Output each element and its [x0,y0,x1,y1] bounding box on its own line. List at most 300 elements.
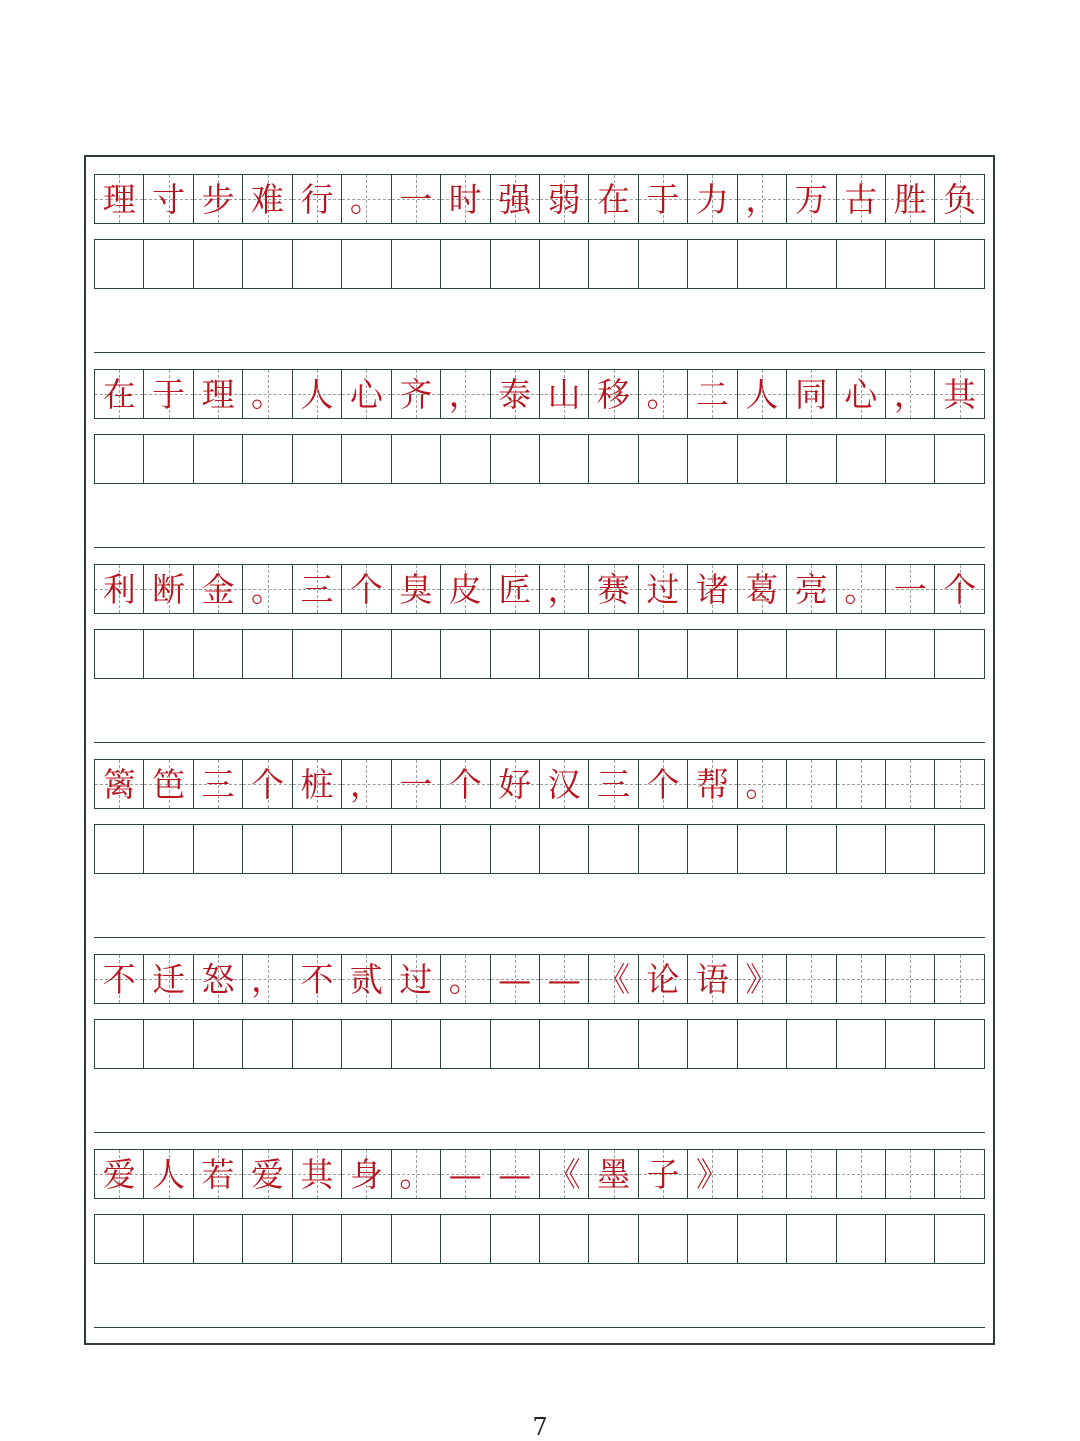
writing-cell[interactable] [540,630,589,678]
trace-cell [95,1150,144,1198]
writing-cell[interactable] [886,435,935,483]
writing-cell[interactable] [293,240,342,288]
trace-character: 三 [201,764,235,804]
trace-cell [837,1150,886,1198]
writing-cell[interactable] [688,630,737,678]
writing-cell[interactable] [491,1020,540,1068]
writing-cell[interactable] [540,1215,589,1263]
trace-character: 过 [399,959,433,999]
writing-cell[interactable] [886,825,935,873]
writing-cell[interactable] [144,630,193,678]
trace-character: 一 [399,179,433,219]
trace-character: 皮 [448,569,482,609]
writing-cell[interactable] [293,435,342,483]
trace-cell [540,1150,589,1198]
trace-character: 语 [695,959,729,999]
trace-cell [589,175,638,223]
writing-row[interactable] [94,239,985,289]
separator-rule [94,547,985,548]
trace-character: 一 [893,569,927,609]
trace-row [94,369,985,419]
trace-cell [441,760,490,808]
trace-character: 贰 [349,959,383,999]
trace-character: ， [745,179,779,219]
writing-cell[interactable] [589,240,638,288]
trace-character: ， [893,374,927,414]
trace-cell [738,1150,787,1198]
trace-character: 匠 [498,569,532,609]
writing-cell[interactable] [95,435,144,483]
writing-cell[interactable] [837,825,886,873]
writing-cell[interactable] [886,630,935,678]
trace-cell [639,1150,688,1198]
trace-character: 力 [695,179,729,219]
trace-character: 同 [794,374,828,414]
writing-cell[interactable] [194,435,243,483]
trace-cell [738,565,787,613]
trace-cell [95,760,144,808]
trace-row [94,174,985,224]
writing-cell[interactable] [935,435,983,483]
writing-cell[interactable] [738,1020,787,1068]
writing-cell[interactable] [837,630,886,678]
trace-character: — [498,959,532,999]
trace-character: 篱 [102,764,136,804]
separator-rule [94,742,985,743]
writing-cell[interactable] [342,240,391,288]
writing-cell[interactable] [491,1215,540,1263]
writing-cell[interactable] [441,435,490,483]
trace-character: 好 [498,764,532,804]
trace-cell [886,760,935,808]
writing-cell[interactable] [392,825,441,873]
trace-cell [342,565,391,613]
trace-character: 不 [300,959,334,999]
trace-character: 赛 [597,569,631,609]
writing-cell[interactable] [144,435,193,483]
writing-cell[interactable] [441,240,490,288]
writing-cell[interactable] [144,825,193,873]
writing-cell[interactable] [95,1215,144,1263]
trace-character: 弱 [547,179,581,219]
trace-cell [342,370,391,418]
trace-cell [837,955,886,1003]
writing-cell[interactable] [194,1020,243,1068]
writing-cell[interactable] [540,435,589,483]
writing-cell[interactable] [738,1215,787,1263]
trace-cell [194,955,243,1003]
trace-character: 古 [844,179,878,219]
writing-cell[interactable] [589,1020,638,1068]
writing-cell[interactable] [95,240,144,288]
trace-character: 断 [152,569,186,609]
trace-character: ， [547,569,581,609]
trace-cell [886,955,935,1003]
trace-character: 个 [349,569,383,609]
writing-cell[interactable] [738,240,787,288]
writing-cell[interactable] [639,240,688,288]
trace-cell [688,175,737,223]
trace-character: 。 [251,569,285,609]
writing-cell[interactable] [392,435,441,483]
writing-cell[interactable] [342,435,391,483]
trace-cell [491,370,540,418]
trace-cell [342,760,391,808]
trace-cell [837,565,886,613]
trace-character: 寸 [152,179,186,219]
writing-cell[interactable] [491,825,540,873]
trace-cell [491,175,540,223]
trace-cell [738,175,787,223]
writing-cell[interactable] [837,435,886,483]
trace-cell [886,370,935,418]
writing-row[interactable] [94,629,985,679]
writing-row[interactable] [94,1019,985,1069]
writing-cell[interactable] [342,825,391,873]
writing-cell[interactable] [194,1215,243,1263]
writing-cell[interactable] [886,1020,935,1068]
trace-character: 个 [943,569,977,609]
separator-rule [94,352,985,353]
trace-cell [243,760,292,808]
writing-cell[interactable] [589,630,638,678]
trace-cell [342,955,391,1003]
writing-cell[interactable] [935,1215,983,1263]
writing-cell[interactable] [639,825,688,873]
trace-character: 金 [201,569,235,609]
trace-cell [787,955,836,1003]
trace-cell [392,565,441,613]
trace-cell [293,175,342,223]
trace-character: 齐 [399,374,433,414]
trace-character: 身 [349,1154,383,1194]
trace-character: 迁 [152,959,186,999]
trace-row [94,954,985,1004]
trace-cell [589,1150,638,1198]
writing-cell[interactable] [392,630,441,678]
writing-cell[interactable] [540,825,589,873]
separator-rule [94,937,985,938]
trace-character: 理 [102,179,136,219]
trace-cell [491,565,540,613]
trace-character: 人 [745,374,779,414]
trace-character [738,1150,786,1198]
trace-character: 。 [646,374,680,414]
writing-cell[interactable] [392,240,441,288]
trace-cell [491,760,540,808]
trace-cell [194,370,243,418]
page-number: 7 [532,1413,548,1441]
trace-character: 人 [300,374,334,414]
trace-cell [688,955,737,1003]
trace-cell [639,760,688,808]
trace-character: 万 [794,179,828,219]
writing-cell[interactable] [243,435,292,483]
trace-character [886,760,934,808]
writing-cell[interactable] [392,1215,441,1263]
writing-cell[interactable] [738,630,787,678]
writing-cell[interactable] [243,1215,292,1263]
trace-cell [144,370,193,418]
trace-cell [589,760,638,808]
trace-cell [441,370,490,418]
trace-character: ， [251,959,285,999]
writing-cell[interactable] [787,435,836,483]
trace-character [886,1150,934,1198]
writing-cell[interactable] [787,630,836,678]
writing-cell[interactable] [194,630,243,678]
trace-cell [589,370,638,418]
trace-cell [441,1150,490,1198]
trace-cell [392,955,441,1003]
writing-cell[interactable] [886,240,935,288]
trace-cell [293,1150,342,1198]
trace-cell [688,565,737,613]
trace-cell [935,175,983,223]
trace-character: 。 [745,764,779,804]
trace-cell [392,760,441,808]
writing-cell[interactable] [491,240,540,288]
writing-cell[interactable] [787,240,836,288]
trace-cell [293,370,342,418]
trace-character [837,760,885,808]
trace-cell [589,565,638,613]
trace-cell [144,955,193,1003]
writing-cell[interactable] [540,240,589,288]
trace-cell [886,175,935,223]
writing-cell[interactable] [837,1215,886,1263]
writing-cell[interactable] [293,630,342,678]
writing-cell[interactable] [787,1020,836,1068]
writing-cell[interactable] [639,1215,688,1263]
trace-character: 。 [349,179,383,219]
writing-cell[interactable] [342,1215,391,1263]
trace-cell [540,760,589,808]
trace-cell [491,955,540,1003]
trace-cell [935,565,983,613]
writing-cell[interactable] [293,825,342,873]
trace-character: 个 [646,764,680,804]
trace-character: 利 [102,569,136,609]
trace-row [94,1149,985,1199]
writing-cell[interactable] [787,825,836,873]
writing-row[interactable] [94,824,985,874]
trace-row [94,564,985,614]
trace-cell [95,565,144,613]
writing-cell[interactable] [639,435,688,483]
writing-cell[interactable] [144,1020,193,1068]
trace-character: 墨 [597,1154,631,1194]
writing-cell[interactable] [243,1020,292,1068]
trace-cell [688,370,737,418]
trace-cell [935,760,983,808]
writing-cell[interactable] [392,1020,441,1068]
writing-cell[interactable] [738,435,787,483]
writing-cell[interactable] [688,240,737,288]
trace-cell [243,175,292,223]
trace-character: 移 [597,374,631,414]
writing-cell[interactable] [837,240,886,288]
trace-cell [886,565,935,613]
trace-character: 人 [152,1154,186,1194]
writing-cell[interactable] [441,1020,490,1068]
trace-character: 子 [646,1154,680,1194]
writing-cell[interactable] [293,1020,342,1068]
trace-row [94,759,985,809]
writing-cell[interactable] [589,435,638,483]
trace-character [837,955,885,1003]
trace-character: 爱 [102,1154,136,1194]
trace-cell [342,1150,391,1198]
trace-character: 三 [300,569,334,609]
trace-character: 其 [943,374,977,414]
trace-cell [144,175,193,223]
trace-character: 《 [597,959,631,999]
trace-character: 心 [844,374,878,414]
trace-character: 诸 [695,569,729,609]
trace-cell [491,1150,540,1198]
trace-character: 个 [251,764,285,804]
trace-cell [935,955,983,1003]
writing-cell[interactable] [491,435,540,483]
writing-row[interactable] [94,434,985,484]
writing-row[interactable] [94,1214,985,1264]
trace-character: 二 [695,374,729,414]
trace-character [787,760,835,808]
writing-cell[interactable] [787,1215,836,1263]
trace-character: 臭 [399,569,433,609]
trace-character: 负 [943,179,977,219]
trace-cell [540,565,589,613]
trace-cell [787,175,836,223]
trace-cell [787,565,836,613]
writing-cell[interactable] [95,825,144,873]
trace-cell [837,760,886,808]
writing-cell[interactable] [935,630,983,678]
trace-cell [738,955,787,1003]
writing-cell[interactable] [441,1215,490,1263]
trace-character: 桩 [300,764,334,804]
trace-cell [194,760,243,808]
trace-cell [95,370,144,418]
writing-cell[interactable] [935,1020,983,1068]
trace-cell [738,760,787,808]
trace-cell [837,370,886,418]
trace-cell [392,1150,441,1198]
writing-cell[interactable] [144,240,193,288]
trace-character: 爱 [251,1154,285,1194]
trace-cell [441,565,490,613]
trace-character [886,955,934,1003]
writing-cell[interactable] [589,825,638,873]
trace-character: 其 [300,1154,334,1194]
writing-cell[interactable] [935,240,983,288]
trace-character: 论 [646,959,680,999]
trace-cell [243,1150,292,1198]
writing-cell[interactable] [243,630,292,678]
trace-character: 理 [201,374,235,414]
writing-cell[interactable] [688,1020,737,1068]
trace-cell [787,370,836,418]
trace-cell [243,565,292,613]
writing-cell[interactable] [95,630,144,678]
trace-character: 汉 [547,764,581,804]
writing-cell[interactable] [540,1020,589,1068]
trace-cell [886,1150,935,1198]
separator-rule [94,1132,985,1133]
writing-cell[interactable] [688,435,737,483]
writing-cell[interactable] [837,1020,886,1068]
trace-character: — [498,1154,532,1194]
writing-cell[interactable] [342,1020,391,1068]
writing-cell[interactable] [589,1215,638,1263]
trace-character [935,760,983,808]
trace-cell [688,760,737,808]
separator-rule [94,1327,985,1328]
trace-character: 心 [349,374,383,414]
writing-cell[interactable] [688,825,737,873]
writing-cell[interactable] [441,825,490,873]
trace-cell [95,175,144,223]
trace-cell [738,370,787,418]
writing-cell[interactable] [441,630,490,678]
writing-cell[interactable] [243,825,292,873]
trace-character: 个 [448,764,482,804]
trace-cell [540,370,589,418]
trace-character: ， [448,374,482,414]
writing-cell[interactable] [243,240,292,288]
trace-cell [392,175,441,223]
trace-character: 难 [251,179,285,219]
writing-cell[interactable] [342,630,391,678]
trace-cell [639,175,688,223]
trace-character [935,955,983,1003]
trace-cell [837,175,886,223]
trace-character: 山 [547,374,581,414]
trace-character: — [448,1154,482,1194]
writing-cell[interactable] [293,1215,342,1263]
trace-cell [243,370,292,418]
writing-cell[interactable] [639,630,688,678]
writing-cell[interactable] [95,1020,144,1068]
trace-cell [95,955,144,1003]
trace-cell [293,565,342,613]
writing-cell[interactable] [688,1215,737,1263]
trace-cell [293,955,342,1003]
writing-cell[interactable] [935,825,983,873]
writing-cell[interactable] [738,825,787,873]
trace-character: 强 [498,179,532,219]
writing-cell[interactable] [194,240,243,288]
trace-character: 不 [102,959,136,999]
trace-cell [144,1150,193,1198]
trace-cell [935,1150,983,1198]
writing-cell[interactable] [491,630,540,678]
trace-character: 若 [201,1154,235,1194]
writing-cell[interactable] [886,1215,935,1263]
trace-cell [540,175,589,223]
trace-character: — [547,959,581,999]
writing-cell[interactable] [144,1215,193,1263]
trace-cell [441,955,490,1003]
writing-cell[interactable] [639,1020,688,1068]
writing-cell[interactable] [194,825,243,873]
trace-cell [441,175,490,223]
trace-character: 帮 [695,764,729,804]
trace-character [787,955,835,1003]
trace-cell [540,955,589,1003]
trace-cell [194,1150,243,1198]
